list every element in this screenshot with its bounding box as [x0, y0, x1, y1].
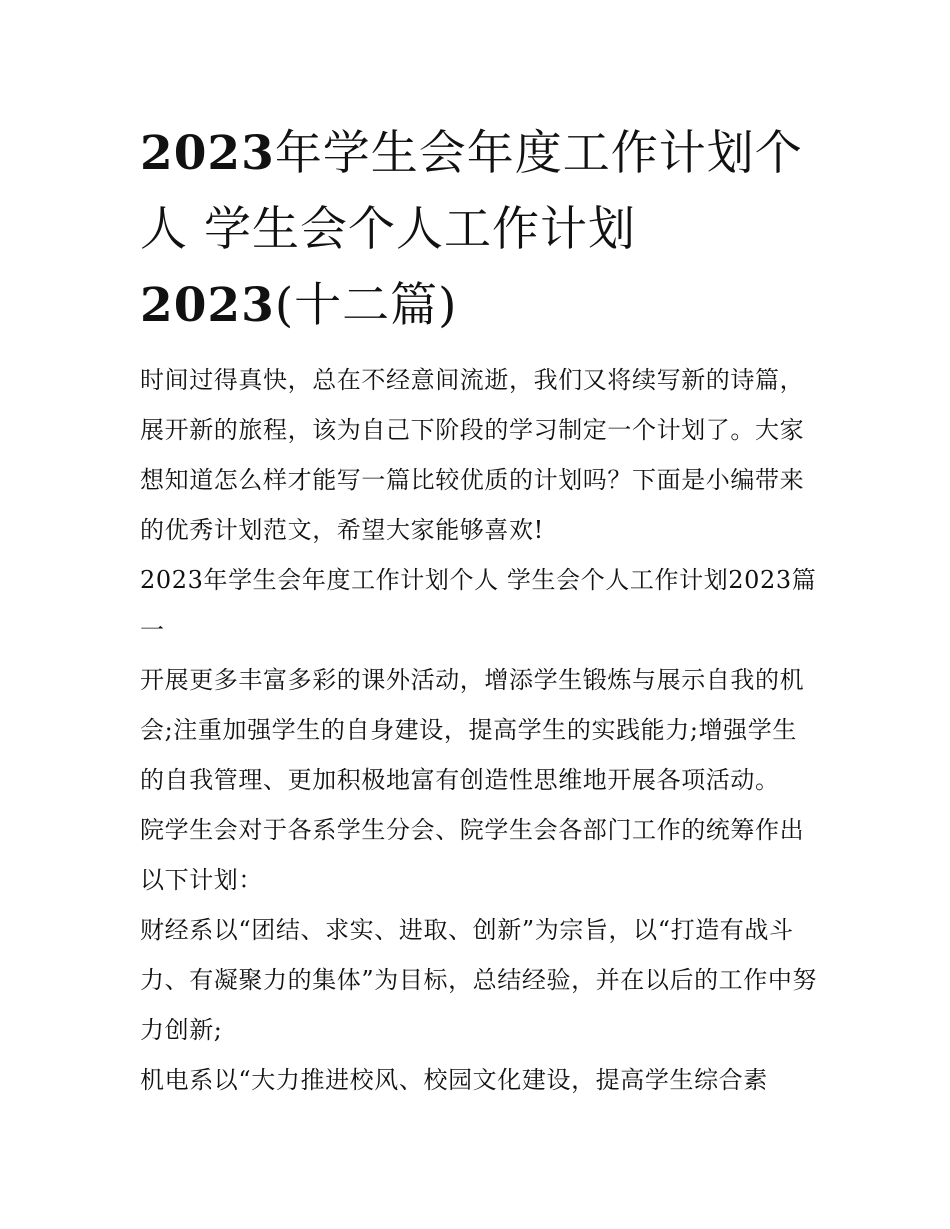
title-text-1: 年学生会年度工作计划个人 学生会个人工作计划 — [140, 126, 803, 257]
intro-paragraph: 时间过得真快，总在不经意间流逝，我们又将续写新的诗篇，展开新的旅程，该为自己下阶段的学习制定一个计划了。大家想知道怎么样才能写一篇比较优质的计划吗？下面是小编带来的优秀计划范文，希望大家能够喜欢! — [140, 366, 805, 544]
title-text-2: (十二篇) — [274, 278, 458, 333]
title-year-2: 2023 — [140, 278, 275, 333]
body-paragraph: 机电系以“大力推进校风、校园文化建设，提高学生综合素 — [140, 1066, 768, 1094]
body-paragraph: 院学生会对于各系学生分会、院学生会各部门工作的统筹作出以下计划： — [140, 816, 805, 894]
body-paragraph: 财经系以“团结、求实、进取、创新”为宗旨，以“打造有战斗力、有凝聚力的集体”为目标，总结经验，并在以后的工作中努力创新; — [140, 916, 818, 1044]
document-title — [140, 116, 820, 344]
body-paragraph: 开展更多丰富多彩的课外活动，增添学生锻炼与展示自我的机会;注重加强学生的自身建设，提高学生的实践能力;增强学生的自我管理、更加积极地富有创造性思维地开展各项活动。 — [140, 666, 805, 794]
title-year-1: 2023 — [140, 126, 275, 181]
section-heading: 2023年学生会年度工作计划个人 学生会个人工作计划2023篇一 — [140, 566, 817, 644]
document-body — [140, 355, 820, 1105]
